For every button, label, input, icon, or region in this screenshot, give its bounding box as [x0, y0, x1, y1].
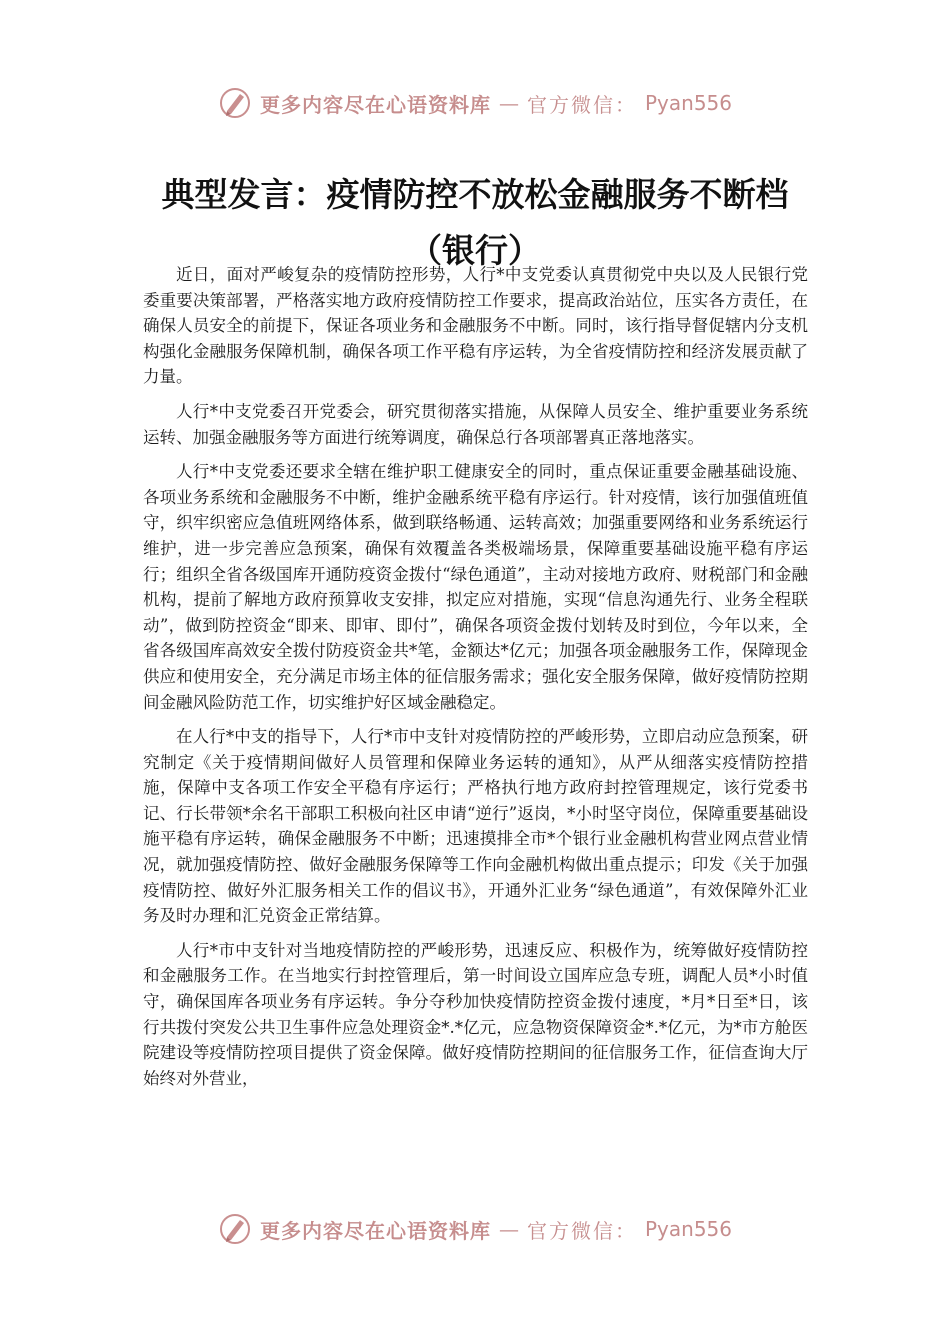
- paragraph-4: 在人行*中支的指导下，人行*市中支针对疫情防控的严峻形势，立即启动应急预案，研究制定《关于疫情期间做好人员管理和保障业务运转的通知》，从严从细落实疫情防控措施，保障中支各项工作安全平稳有序运行；严格执行地方政府封控管理规定，该行党委书记、行长带领*余名干部职工积极向社区申请“逆行”返岗，*小时坚守岗位，保障重要基础设施平稳有序运转，确保金融服务不中断；迅速摸排全市*个银行业金融机构营业网点营业情况，就加强疫情防控、做好金融服务保障等工作向金融机构做出重点提示；印发《关于加强疫情防控、做好外汇服务相关工作的倡议书》，开通外汇业务“绿色通道”，有效保障外汇业务及时办理和汇兑资金正常结算。: [143, 727, 808, 926]
- watermark-main-text: 更多内容尽在心语资料库: [259, 92, 491, 117]
- watermark-header: [0, 84, 950, 122]
- paragraph-1: 近日，面对严峻复杂的疫情防控形势，人行*中支党委认真贯彻党中央以及人民银行党委重要决策部署，严格落实地方政府疫情防控工作要求，提高政治站位，压实各方责任，在确保人员安全的前提下，保证各项业务和金融服务不中断。同时，该行指导督促辖内分支机构强化金融服务保障机制，确保各项工作平稳有序运转，为全省疫情防控和经济发展贡献了力量。: [143, 265, 808, 387]
- paragraph-5: 人行*市中支针对当地疫情防控的严峻形势，迅速反应、积极作为，统筹做好疫情防控和金融服务工作。在当地实行封控管理后，第一时间设立国库应急专班，调配人员*小时值守，确保国库各项业务有序运转。争分夺秒加快疫情防控资金拨付速度，*月*日至*日，该行共拨付突发公共卫生事件应急处理资金*.*亿元，应急物资保障资金*.*亿元，为*市方舱医院建设等疫情防控项目提供了资金保障。做好疫情防控期间的征信服务工作，征信查询大厅始终对外营业，: [143, 940, 808, 1088]
- watermark-label: 官方微信：: [526, 92, 637, 117]
- paragraph-2: 人行*中支党委召开党委会，研究贯彻落实措施，从保障人员安全、维护重要业务系统运转、加强金融服务等方面进行统筹调度，确保总行各项部署真正落地落实。: [143, 401, 808, 447]
- pen-logo-icon: [218, 86, 252, 120]
- watermark-footer: [0, 1210, 950, 1248]
- document-title: 典型发言：疫情防控不放松金融服务不断档（银行）: [161, 175, 789, 271]
- watermark-id: Pyan556: [644, 91, 732, 115]
- pen-logo-icon: [218, 1212, 252, 1246]
- watermark-id: Pyan556: [644, 1217, 732, 1241]
- paragraph-3: 人行*中支党委还要求全辖在维护职工健康安全的同时，重点保证重要金融基础设施、各项业务系统和金融服务不中断，维护金融系统平稳有序运行。针对疫情，该行加强值班值守，织牢织密应急值班网络体系，做到联络畅通、运转高效；加强重要网络和业务系统运行维护，进一步完善应急预案，确保有效覆盖各类极端场景，保障重要基础设施平稳有序运行；组织全省各级国库开通防疫资金拨付“绿色通道”，主动对接地方政府、财税部门和金融机构，提前了解地方政府预算收支安排，拟定应对措施，实现“信息沟通先行、业务全程联动”，做到防控资金“即来、即审、即付”，确保各项资金拨付划转及时到位，今年以来，全省各级国库高效安全拨付防疫资金共*笔，金额达*亿元；加强各项金融服务工作，保障现金供应和使用安全，充分满足市场主体的征信服务需求；强化安全服务保障，做好疫情防控期间金融风险防范工作，切实维护好区域金融稳定。: [143, 462, 808, 712]
- document-body: [143, 262, 808, 1100]
- watermark-dash: —: [498, 91, 519, 115]
- watermark-main-text: 更多内容尽在心语资料库: [259, 1218, 491, 1243]
- watermark-label: 官方微信：: [526, 1218, 637, 1243]
- watermark-dash: —: [498, 1217, 519, 1241]
